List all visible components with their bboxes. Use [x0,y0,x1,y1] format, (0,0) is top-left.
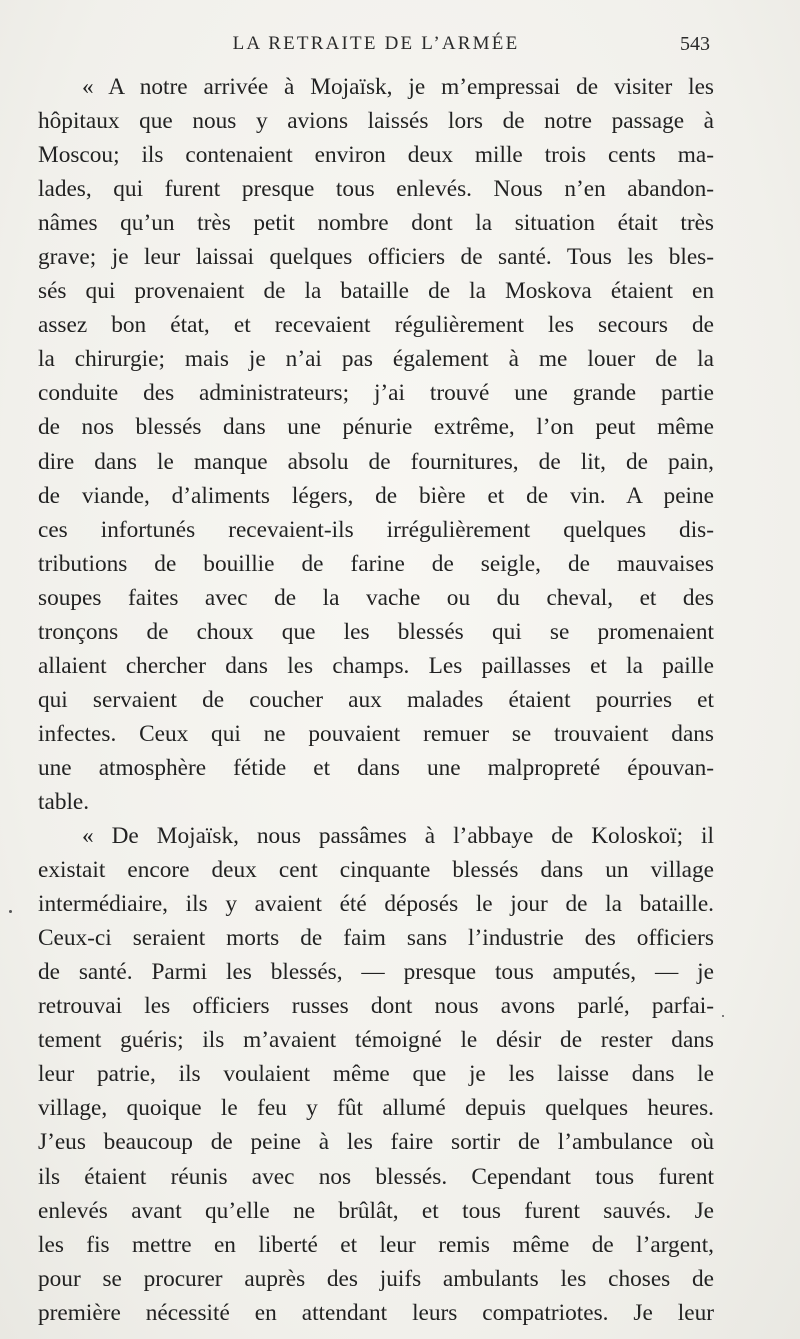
text-line: enlevés avant qu’elle ne brûlât, et tous furent sauvés. Je [38,1197,714,1224]
text-line: lades, qui furent presque tous enlevés. Nous n’en abandon- [38,176,714,203]
text-line: la chirurgie; mais je n’ai pas également à me louer de la [38,346,714,373]
text-line: une atmosphère fétide et dans une malpropreté épouvan- [38,754,714,781]
text-line: ils étaient réunis avec nos blessés. Cependant tous furent [38,1163,714,1190]
body-text [38,70,714,1330]
text-line: ces infortunés recevaient-ils irrégulièrement quelques dis- [38,516,714,543]
running-head [38,30,714,58]
text-line: J’eus beaucoup de peine à les faire sortir de l’ambulance où [38,1129,714,1156]
text-line: village, quoique le feu y fût allumé depuis quelques heures. [38,1095,714,1122]
text-line: Ceux-ci seraient morts de faim sans l’industrie des officiers [38,925,714,952]
text-line: existait encore deux cent cinquante blessés dans un village [38,857,714,884]
text-line: retrouvai les officiers russes dont nous avons parlé, parfai- [38,993,714,1020]
text-line: tributions de bouillie de farine de seigle, de mauvaises [38,550,714,577]
text-line: Moscou; ils contenaient environ deux mille trois cents ma- [38,142,714,169]
text-line: tronçons de choux que les blessés qui se promenaient [38,618,714,645]
text-line: « De Mojaïsk, nous passâmes à l’abbaye de Koloskoï; il [82,823,714,850]
text-line: nâmes qu’un très petit nombre dont la situation était très [38,210,714,237]
text-line: de nos blessés dans une pénurie extrême, l’on peut même [38,414,714,441]
text-line: pour se procurer auprès des juifs ambulants les choses de [38,1265,714,1292]
text-line: hôpitaux que nous y avions laissés lors de notre passage à [38,108,714,135]
text-line: grave; je leur laissai quelques officiers de santé. Tous les bles- [38,244,714,271]
text-line: allaient chercher dans les champs. Les paillasses et la paille [38,652,714,679]
text-line: intermédiaire, ils y avaient été déposés le jour de la bataille. [38,891,714,918]
paragraph-1 [38,70,714,819]
paper-speck [9,910,12,913]
text-line: les fis mettre en liberté et leur remis même de l’argent, [38,1231,714,1258]
running-title: LA RETRAITE DE L’ARMÉE [232,33,520,54]
paper-speck [722,1015,724,1017]
text-line: de viande, d’aliments légers, de bière et de vin. A peine [38,482,714,509]
page-number: 543 [680,33,710,55]
paragraph-2 [38,819,714,1330]
text-line: sés qui provenaient de la bataille de la Moskova étaient en [38,278,714,305]
text-line: infectes. Ceux qui ne pouvaient remuer se trouvaient dans [38,720,714,747]
text-line: leur patrie, ils voulaient même que je les laisse dans le [38,1061,714,1088]
text-line: première nécessité en attendant leurs compatriotes. Je leur [38,1299,714,1326]
text-line: tement guéris; ils m’avaient témoigné le désir de rester dans [38,1027,714,1054]
text-line: dire dans le manque absolu de fournitures, de lit, de pain, [38,448,714,475]
text-line: de santé. Parmi les blessés, — presque tous amputés, — je [38,959,714,986]
text-line: « A notre arrivée à Mojaïsk, je m’empressai de visiter les [82,74,714,100]
text-line: table. [38,788,90,815]
text-line: soupes faites avec de la vache ou du cheval, et des [38,584,714,611]
text-line: qui servaient de coucher aux malades étaient pourries et [38,686,714,713]
text-line: assez bon état, et recevaient régulièrement les secours de [38,312,714,339]
text-line: conduite des administrateurs; j’ai trouvé une grande partie [38,380,714,407]
